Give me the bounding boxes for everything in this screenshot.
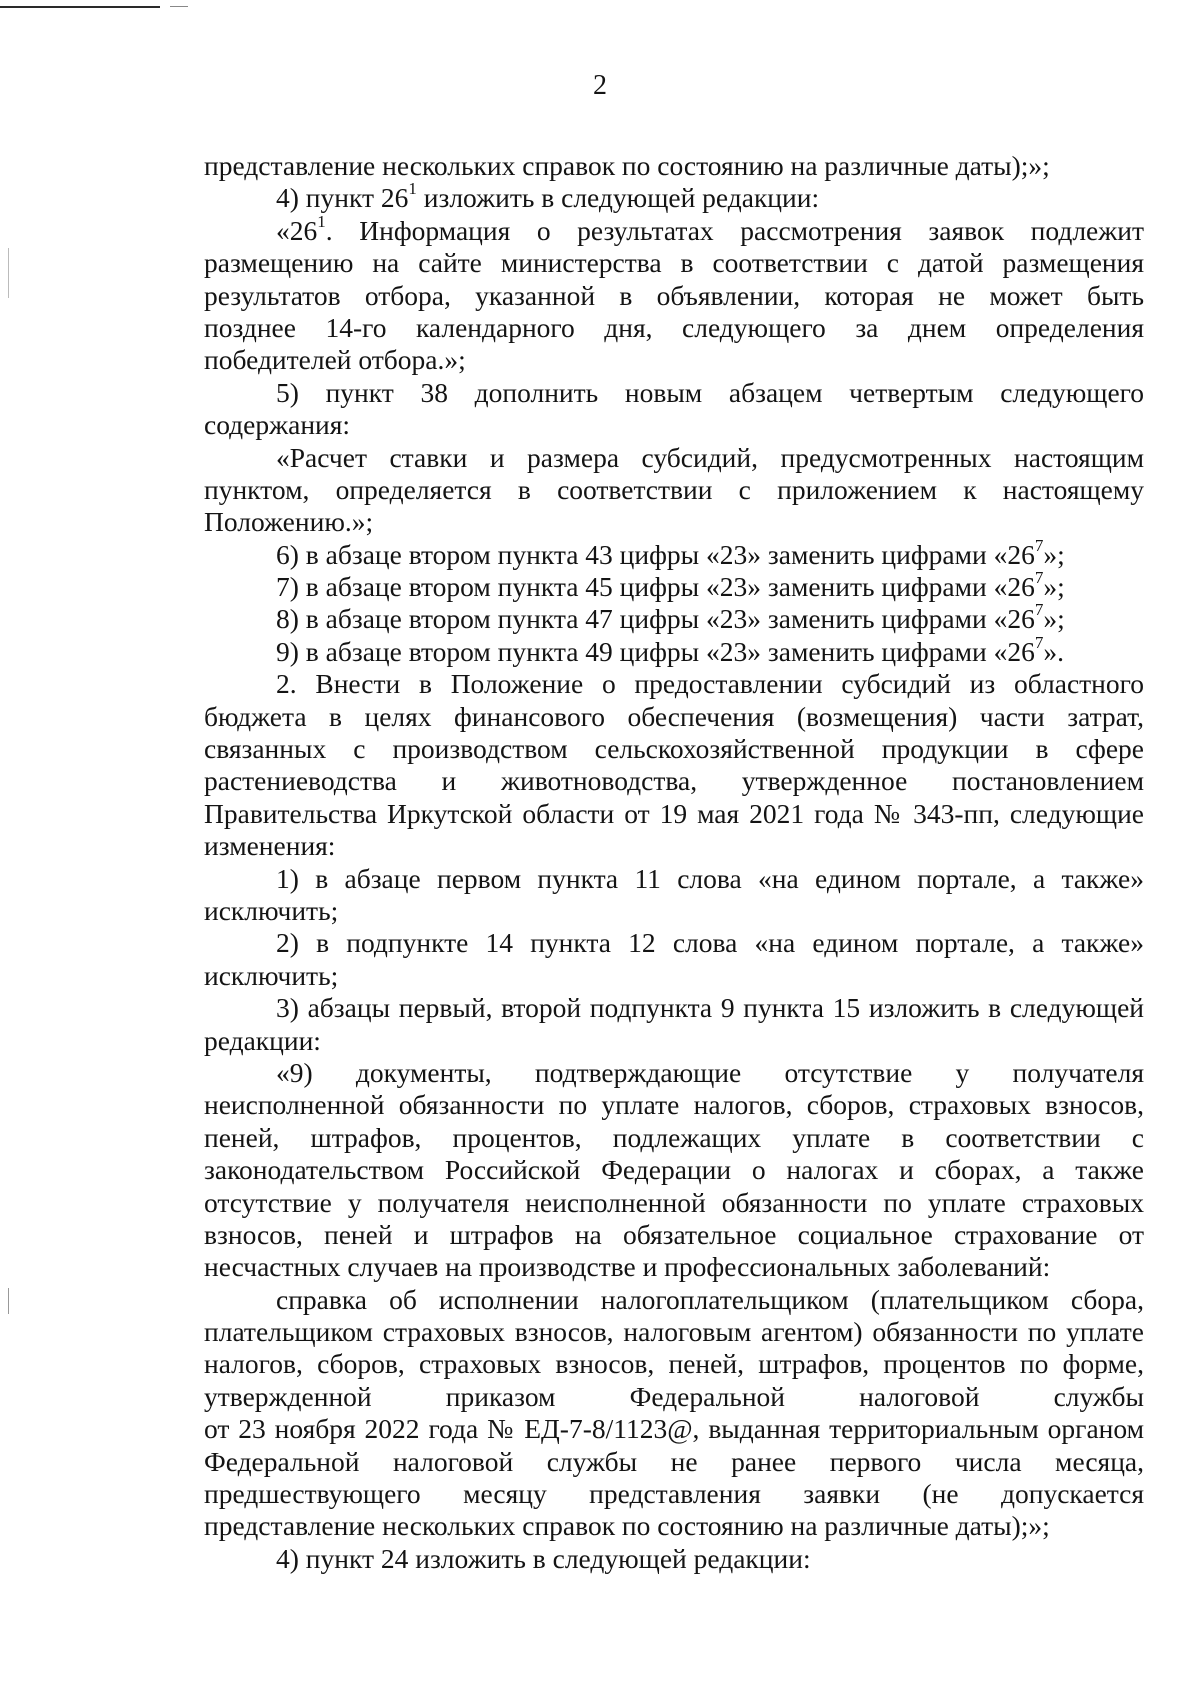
document-line-text: 4) пункт 24 изложить в следующей редакции:	[276, 1542, 811, 1574]
document-line-text: результатов отбора, указанной в объявлении, которая не может быть	[204, 279, 1144, 311]
document-line-text: справка об исполнении налогоплательщиком (плательщиком сбора,	[276, 1283, 1144, 1315]
document-line	[204, 1348, 1144, 1380]
document-line	[204, 668, 1144, 700]
document-line-text-continued: ».	[1043, 635, 1065, 667]
document-line-text: 5) пункт 38 дополнить новым абзацем четвертым следующего	[276, 376, 1144, 408]
document-line-text: неисполненной обязанности по уплате налогов, сборов, страховых взносов,	[204, 1089, 1144, 1121]
document-line	[204, 182, 1144, 214]
document-body	[204, 150, 1144, 1575]
document-line	[204, 1122, 1144, 1154]
document-line-text: 4) пункт 26	[276, 182, 409, 214]
document-line	[204, 571, 1144, 603]
document-line-text: 6) в абзаце втором пункта 43 цифры «23» заменить цифрами «26	[276, 538, 1035, 570]
document-line	[204, 603, 1144, 635]
superscript-index: 7	[1034, 538, 1044, 555]
document-line-text: размещению на сайте министерства в соответствии с датой размещения	[204, 247, 1144, 279]
document-line-text: взносов, пеней и штрафов на обязательное социальное страхование от	[204, 1218, 1144, 1250]
document-line	[204, 409, 1144, 441]
document-line	[204, 1413, 1144, 1445]
document-line-text: предшествующего месяцу представления заявки (не допускается	[204, 1478, 1144, 1510]
document-line-text: представление нескольких справок по состоянию на различные даты);»;	[204, 1510, 1050, 1542]
document-line	[204, 506, 1144, 538]
document-line-text: исключить;	[204, 894, 339, 926]
document-line-text: налогов, сборов, страховых взносов, пеней, штрафов, процентов по форме,	[204, 1348, 1144, 1380]
document-line-text: утвержденной приказом Федеральной налоговой службы	[204, 1380, 1144, 1412]
document-line-text: бюджета в целях финансового обеспечения (возмещения) части затрат,	[204, 700, 1144, 732]
document-line	[204, 1510, 1144, 1542]
document-line-text: редакции:	[204, 1024, 321, 1056]
document-line-text: 8) в абзаце втором пункта 47 цифры «23» заменить цифрами «26	[276, 603, 1035, 635]
document-line-text: 3) абзацы первый, второй подпункта 9 пункта 15 изложить в следующей	[276, 992, 1144, 1024]
document-line	[204, 215, 1144, 247]
document-line-text: отсутствие у получателя неисполненной обязанности по уплате страховых	[204, 1186, 1144, 1218]
document-line-text: пеней, штрафов, процентов, подлежащих уплате в соответствии с	[204, 1121, 1144, 1153]
document-line	[204, 765, 1144, 797]
document-line-text: 2. Внести в Положение о предоставлении субсидий из областного	[276, 668, 1144, 700]
document-line	[204, 1251, 1144, 1283]
document-line-text: растениеводства и животноводства, утвержденное постановлением	[204, 765, 1144, 797]
document-line-text: связанных с производством сельскохозяйственной продукции в сфере	[204, 733, 1144, 765]
document-line-text-continued: »;	[1043, 603, 1065, 635]
scan-artifact-top-left-dash	[170, 6, 188, 7]
document-line	[204, 1089, 1144, 1121]
document-line-text: «9) документы, подтверждающие отсутствие у получателя	[276, 1056, 1144, 1088]
page-number: 2	[593, 70, 607, 101]
document-line	[204, 701, 1144, 733]
document-line	[204, 1284, 1144, 1316]
document-line	[204, 733, 1144, 765]
document-line	[204, 1187, 1144, 1219]
document-line-text: 7) в абзаце втором пункта 45 цифры «23» заменить цифрами «26	[276, 571, 1035, 603]
document-line-text: «Расчет ставки и размера субсидий, предусмотренных настоящим	[276, 441, 1144, 473]
document-line	[204, 1446, 1144, 1478]
document-line-text: Правительства Иркутской области от 19 мая 2021 года № 343-пп, следующие	[204, 797, 1144, 829]
document-line	[204, 312, 1144, 344]
document-line	[204, 474, 1144, 506]
document-line	[204, 960, 1144, 992]
document-line-text: Положению.»;	[204, 506, 374, 538]
document-line-text: позднее 14-го календарного дня, следующего за днем определения	[204, 311, 1144, 343]
superscript-index: 7	[1034, 635, 1044, 653]
document-line-text: несчастных случаев на производстве и профессиональных заболеваний:	[204, 1251, 1051, 1283]
document-line-text: плательщиком страховых взносов, налоговым агентом) обязанности по уплате	[204, 1316, 1144, 1348]
superscript-index: 7	[1034, 571, 1044, 588]
document-line	[204, 1025, 1144, 1057]
document-line	[204, 1154, 1144, 1186]
document-line	[204, 344, 1144, 376]
document-line	[204, 1543, 1144, 1575]
document-line	[204, 1478, 1144, 1510]
superscript-index: 1	[317, 214, 326, 231]
document-line-text: 2) в подпункте 14 пункта 12 слова «на едином портале, а также»	[276, 927, 1144, 959]
document-line	[204, 1219, 1144, 1251]
document-line	[204, 927, 1144, 959]
document-line-text: исключить;	[204, 959, 339, 991]
document-line	[204, 442, 1144, 474]
document-line	[204, 1381, 1144, 1413]
document-line-text: законодательством Российской Федерации о налогах и сборах, а также	[204, 1154, 1144, 1186]
document-line	[204, 280, 1144, 312]
document-line-text-continued: »;	[1043, 538, 1065, 570]
superscript-index: 7	[1034, 603, 1044, 620]
document-line	[204, 863, 1144, 895]
document-line	[204, 247, 1144, 279]
document-line	[204, 798, 1144, 830]
document-line	[204, 895, 1144, 927]
scan-artifact-left-margin-1	[8, 248, 9, 298]
document-line-text: победителей отбора.»;	[204, 344, 466, 376]
document-line	[204, 377, 1144, 409]
document-line-text: 1) в абзаце первом пункта 11 слова «на едином портале, а также»	[276, 862, 1144, 894]
document-line-text: пунктом, определяется в соответствии с приложением к настоящему	[204, 473, 1144, 505]
document-line-text: от 23 ноября 2022 года № ЕД-7-8/1123@, выданная территориальным органом	[204, 1413, 1144, 1445]
document-line	[204, 150, 1144, 182]
scan-artifact-top-left	[0, 6, 160, 8]
document-line-text-continued: изложить в следующей редакции:	[416, 182, 820, 214]
document-line-text-continued: »;	[1043, 571, 1065, 603]
document-line	[204, 830, 1144, 862]
document-line-text-continued: . Информация о результатах рассмотрения заявок подлежит	[325, 214, 1144, 246]
document-line-text: Федеральной налоговой службы не ранее первого числа месяца,	[204, 1445, 1144, 1477]
document-line	[204, 992, 1144, 1024]
document-line	[204, 539, 1144, 571]
document-line	[204, 1057, 1144, 1089]
superscript-index: 1	[408, 182, 417, 199]
document-line	[204, 1316, 1144, 1348]
document-line	[204, 636, 1144, 668]
document-line-text: «26	[276, 214, 318, 246]
document-line-text: содержания:	[204, 409, 351, 441]
document-line-text: 9) в абзаце втором пункта 49 цифры «23» заменить цифрами «26	[276, 635, 1035, 667]
scan-artifact-left-margin-2	[8, 1288, 9, 1314]
document-line-text: изменения:	[204, 830, 336, 862]
document-line-text: представление нескольких справок по состоянию на различные даты);»;	[204, 150, 1050, 181]
